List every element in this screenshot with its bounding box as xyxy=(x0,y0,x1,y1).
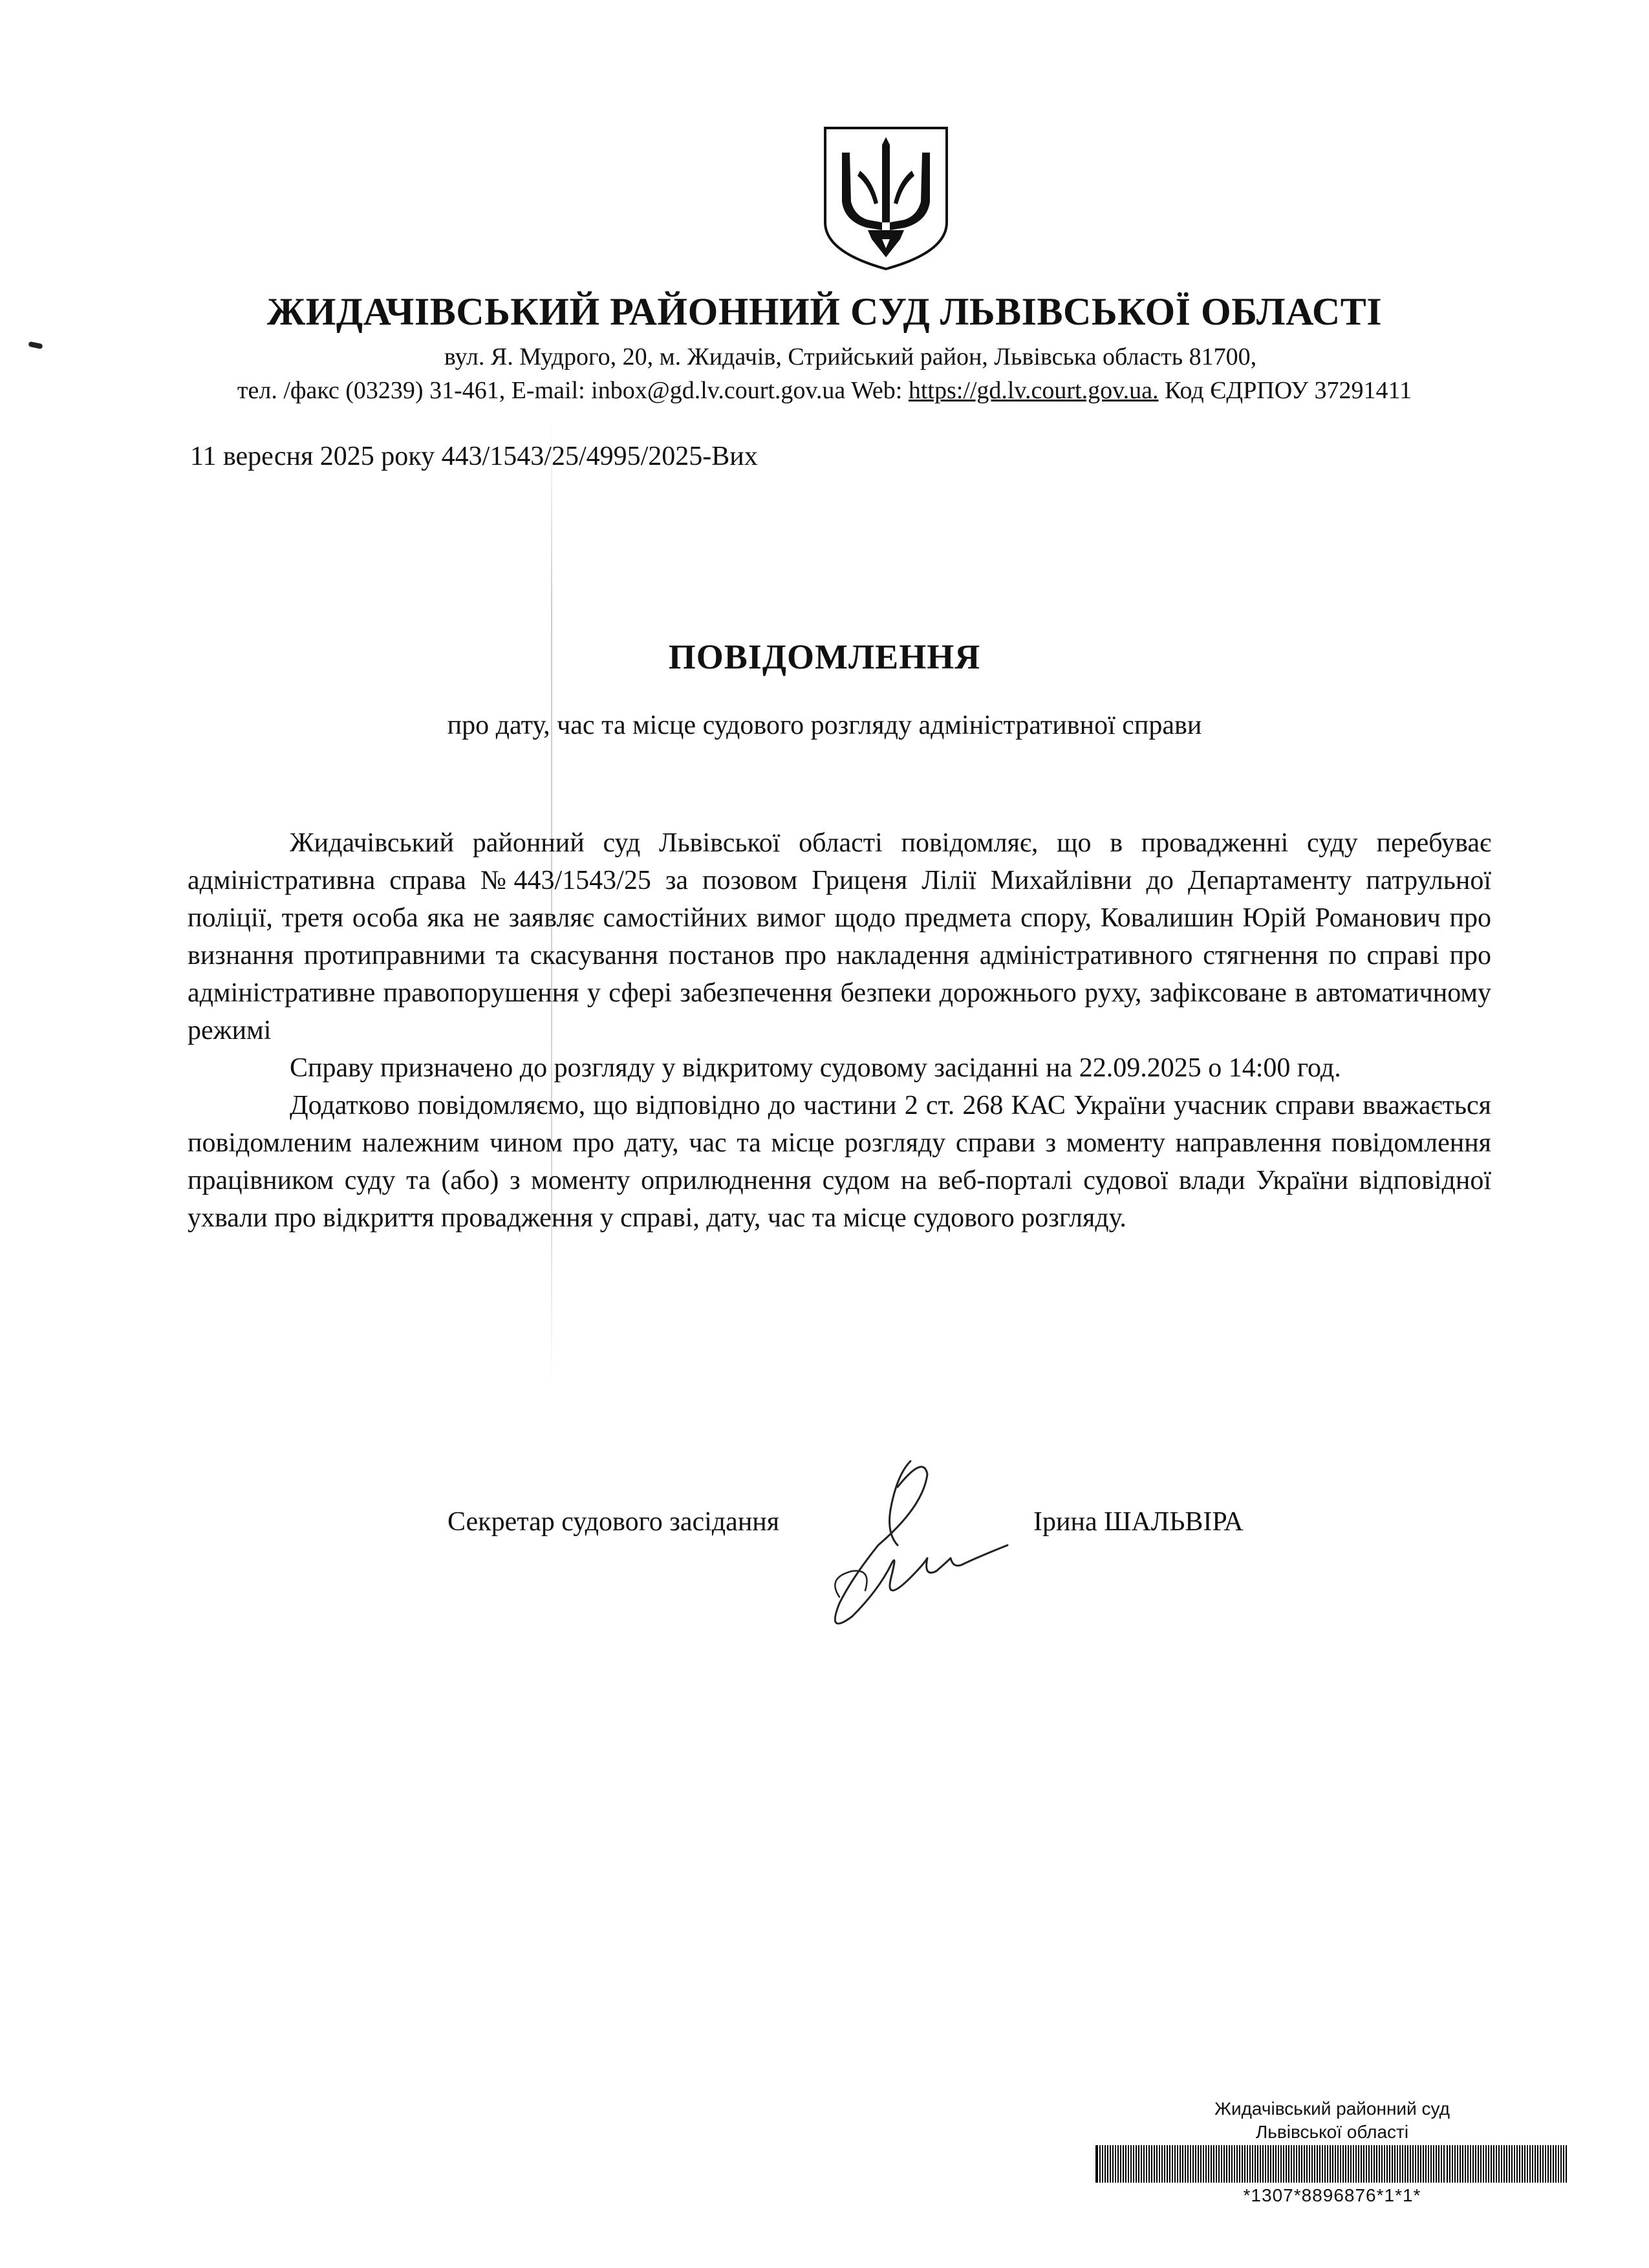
notice-paragraph: Жидачівський районний суд Львівської області повідомляє, що в провадженні суду перебуває адміністративна справа №443/1543/25 за позовом Гриценя Лілії Михайлівни до Департаменту патрульної поліції, третя особа яка не заявляє самостійних вимог щодо предмета спору, Ковалишин Юрій Романович про визнання протиправними та скасування постанов про накладення адміністративного стягнення по справі про адміністративне правопорушення у сфері забезпечення безпеки дорожнього руху, зафіксоване в автоматичному режимі xyxy=(188,828,1491,1045)
contacts-text: тел. /факс (03239) 31-461, E-mail: inbox@gd.lv.court.gov.ua Web: xyxy=(237,377,909,404)
document-title: ПОВІДОМЛЕННЯ xyxy=(668,637,981,676)
registration-barcode xyxy=(1093,2145,1571,2183)
signer-role: Секретар судового засідання xyxy=(447,1507,780,1537)
edrpou-code: Код ЄДРПОУ 37291411 xyxy=(1158,377,1412,404)
registration-stamp-line2: Львівської області xyxy=(1255,2122,1409,2142)
notice-paragraph: Справу призначено до розгляду у відкритому судовому засіданні на 22.09.2025 о 14:00 год. xyxy=(290,1053,1341,1083)
trident-coat-of-arms-icon xyxy=(823,125,949,272)
court-contacts xyxy=(0,376,1649,405)
court-name-heading: ЖИДАЧІВСЬКИЙ РАЙОННИЙ СУД ЛЬВІВСЬКОЇ ОБЛАСТІ xyxy=(266,290,1383,333)
handwritten-signature xyxy=(801,1448,1014,1642)
document-subtitle: про дату, час та місце судового розгляду адміністративної справи xyxy=(447,711,1202,740)
outgoing-date-number: 11 вересня 2025 року 443/1543/25/4995/2025-Вих xyxy=(190,442,758,471)
signer-name: Ірина ШАЛЬВІРА xyxy=(1033,1507,1244,1537)
notice-paragraph: Додатково повідомляємо, що відповідно до частини 2 ст. 268 КАС України учасник справи вважається повідомленим належним чином про дату, час та місце розгляду справи з моменту направлення повідомлення працівником суду та (або) з моменту оприлюднення судом на веб-порталі судової влади України відповідної ухвали про відкриття провадження у справі, дату, час та місце судового розгляду. xyxy=(188,1091,1491,1233)
registration-stamp-line1: Жидачівський районний суд xyxy=(1214,2099,1450,2119)
website-link[interactable]: https://gd.lv.court.gov.ua. xyxy=(908,377,1159,404)
court-address: вул. Я. Мудрого, 20, м. Жидачів, Стрийський район, Львівська область 81700, xyxy=(444,343,1257,370)
barcode-number: *1307*8896876*1*1* xyxy=(1243,2185,1421,2205)
notice-body xyxy=(188,824,1491,1237)
